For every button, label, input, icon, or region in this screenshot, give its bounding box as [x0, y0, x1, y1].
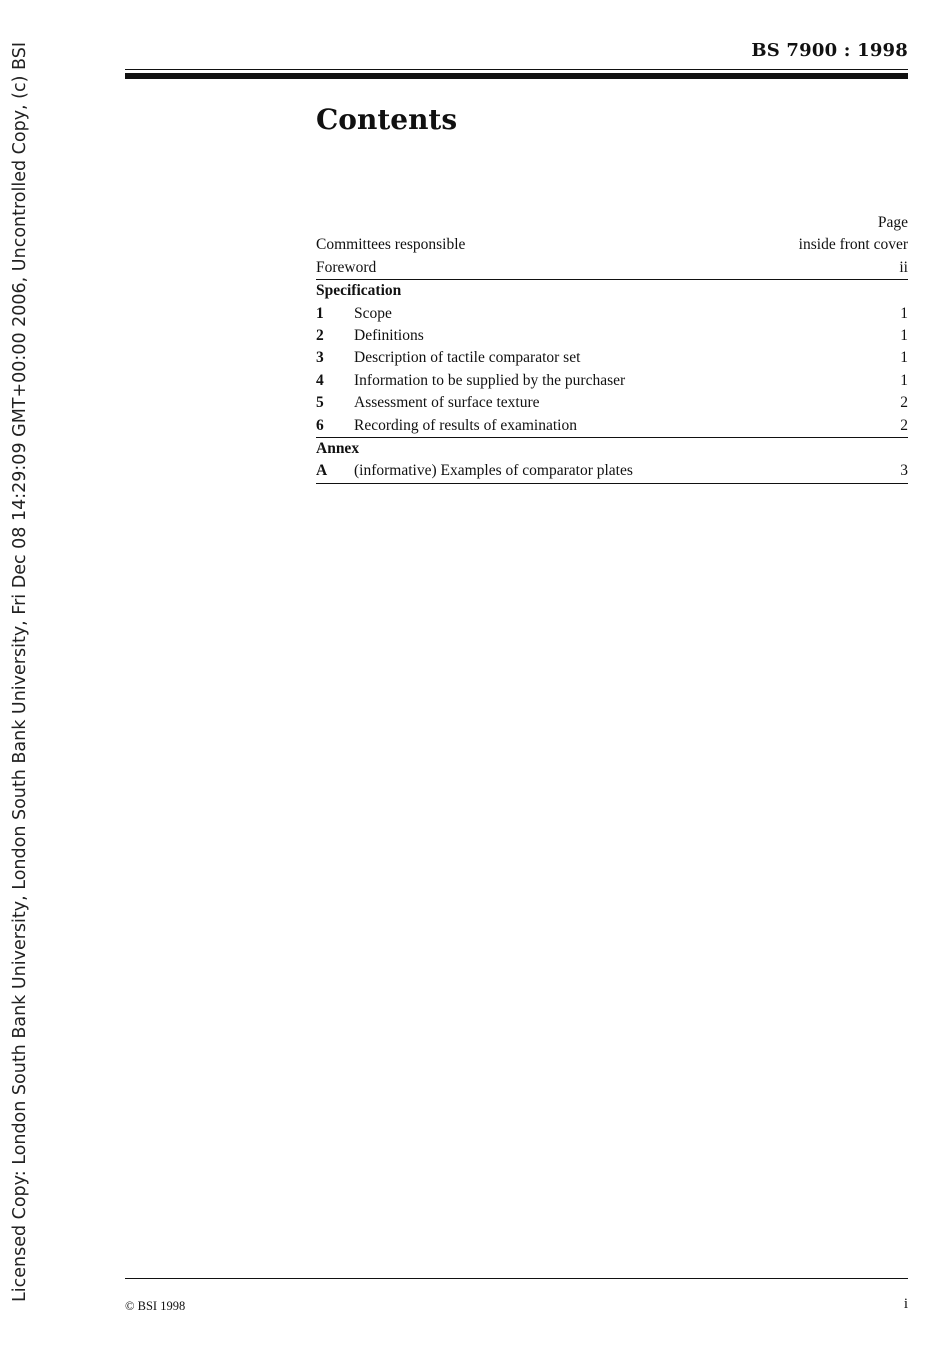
toc-entry-page: 2 [900, 394, 908, 412]
footer-rule [125, 1278, 908, 1279]
toc-entry-number: A [316, 462, 328, 480]
copyright-notice: © BSI 1998 [125, 1299, 186, 1313]
toc-entry-definitions[interactable] [316, 325, 908, 347]
toc-entry-label: Recording of results of examination [354, 416, 577, 434]
toc-entry-number: 5 [316, 394, 324, 412]
toc-entry-annex-a[interactable] [316, 460, 908, 483]
toc-entry-label: Description of tactile comparator set [354, 349, 581, 367]
toc-entry-assessment[interactable] [316, 392, 908, 414]
toc-entry-recording[interactable] [316, 415, 908, 438]
toc-entry-page: inside front cover [798, 236, 908, 254]
toc-entry-scope[interactable] [316, 303, 908, 325]
toc-entry-number: 1 [316, 304, 324, 322]
toc-entry-label: Information to be supplied by the purchaser [354, 371, 626, 389]
toc-entry-label: Assessment of surface texture [354, 394, 540, 412]
toc-entry-committees[interactable] [316, 234, 908, 256]
toc-entry-page: 1 [900, 326, 908, 344]
toc-entry-number: 4 [316, 371, 324, 389]
toc-entry-page: 3 [900, 462, 908, 480]
toc-entry-page: 1 [900, 371, 908, 389]
table-of-contents [316, 212, 908, 484]
toc-entry-page: ii [899, 258, 908, 276]
toc-entry-foreword[interactable] [316, 257, 908, 280]
toc-page-heading-label: Page [877, 214, 908, 231]
header-thick-rule [125, 73, 908, 79]
page-title: Contents [316, 103, 458, 136]
toc-section-label: Annex [316, 439, 360, 457]
toc-section-heading-annex [316, 438, 908, 460]
toc-entry-number: 6 [316, 416, 324, 434]
toc-section-label: Specification [316, 282, 402, 300]
toc-entry-number: 3 [316, 349, 324, 367]
toc-section-heading-specification [316, 280, 908, 302]
header-thin-rule [125, 69, 908, 70]
toc-entry-label: Scope [354, 304, 392, 322]
toc-entry-label: Foreword [316, 258, 377, 276]
toc-entry-label: Committees responsible [316, 236, 466, 254]
toc-entry-information[interactable] [316, 370, 908, 392]
toc-page-column-heading [316, 212, 908, 234]
license-watermark: Licensed Copy: London South Bank University, London South Bank University, Fri Dec 08 14:29:09 GMT+00:00 2006, Uncontrolled Copy, (c) BSI [10, 42, 30, 1303]
toc-entry-page: 1 [900, 304, 908, 322]
toc-entry-description[interactable] [316, 347, 908, 369]
document-id: BS 7900 : 1998 [751, 40, 908, 61]
toc-entry-number: 2 [316, 326, 324, 344]
toc-entry-label: Definitions [354, 326, 424, 344]
toc-entry-page: 1 [900, 349, 908, 367]
page-number: i [903, 1296, 908, 1312]
toc-entry-label: (informative) Examples of comparator plates [354, 462, 633, 480]
toc-entry-page: 2 [900, 416, 908, 434]
